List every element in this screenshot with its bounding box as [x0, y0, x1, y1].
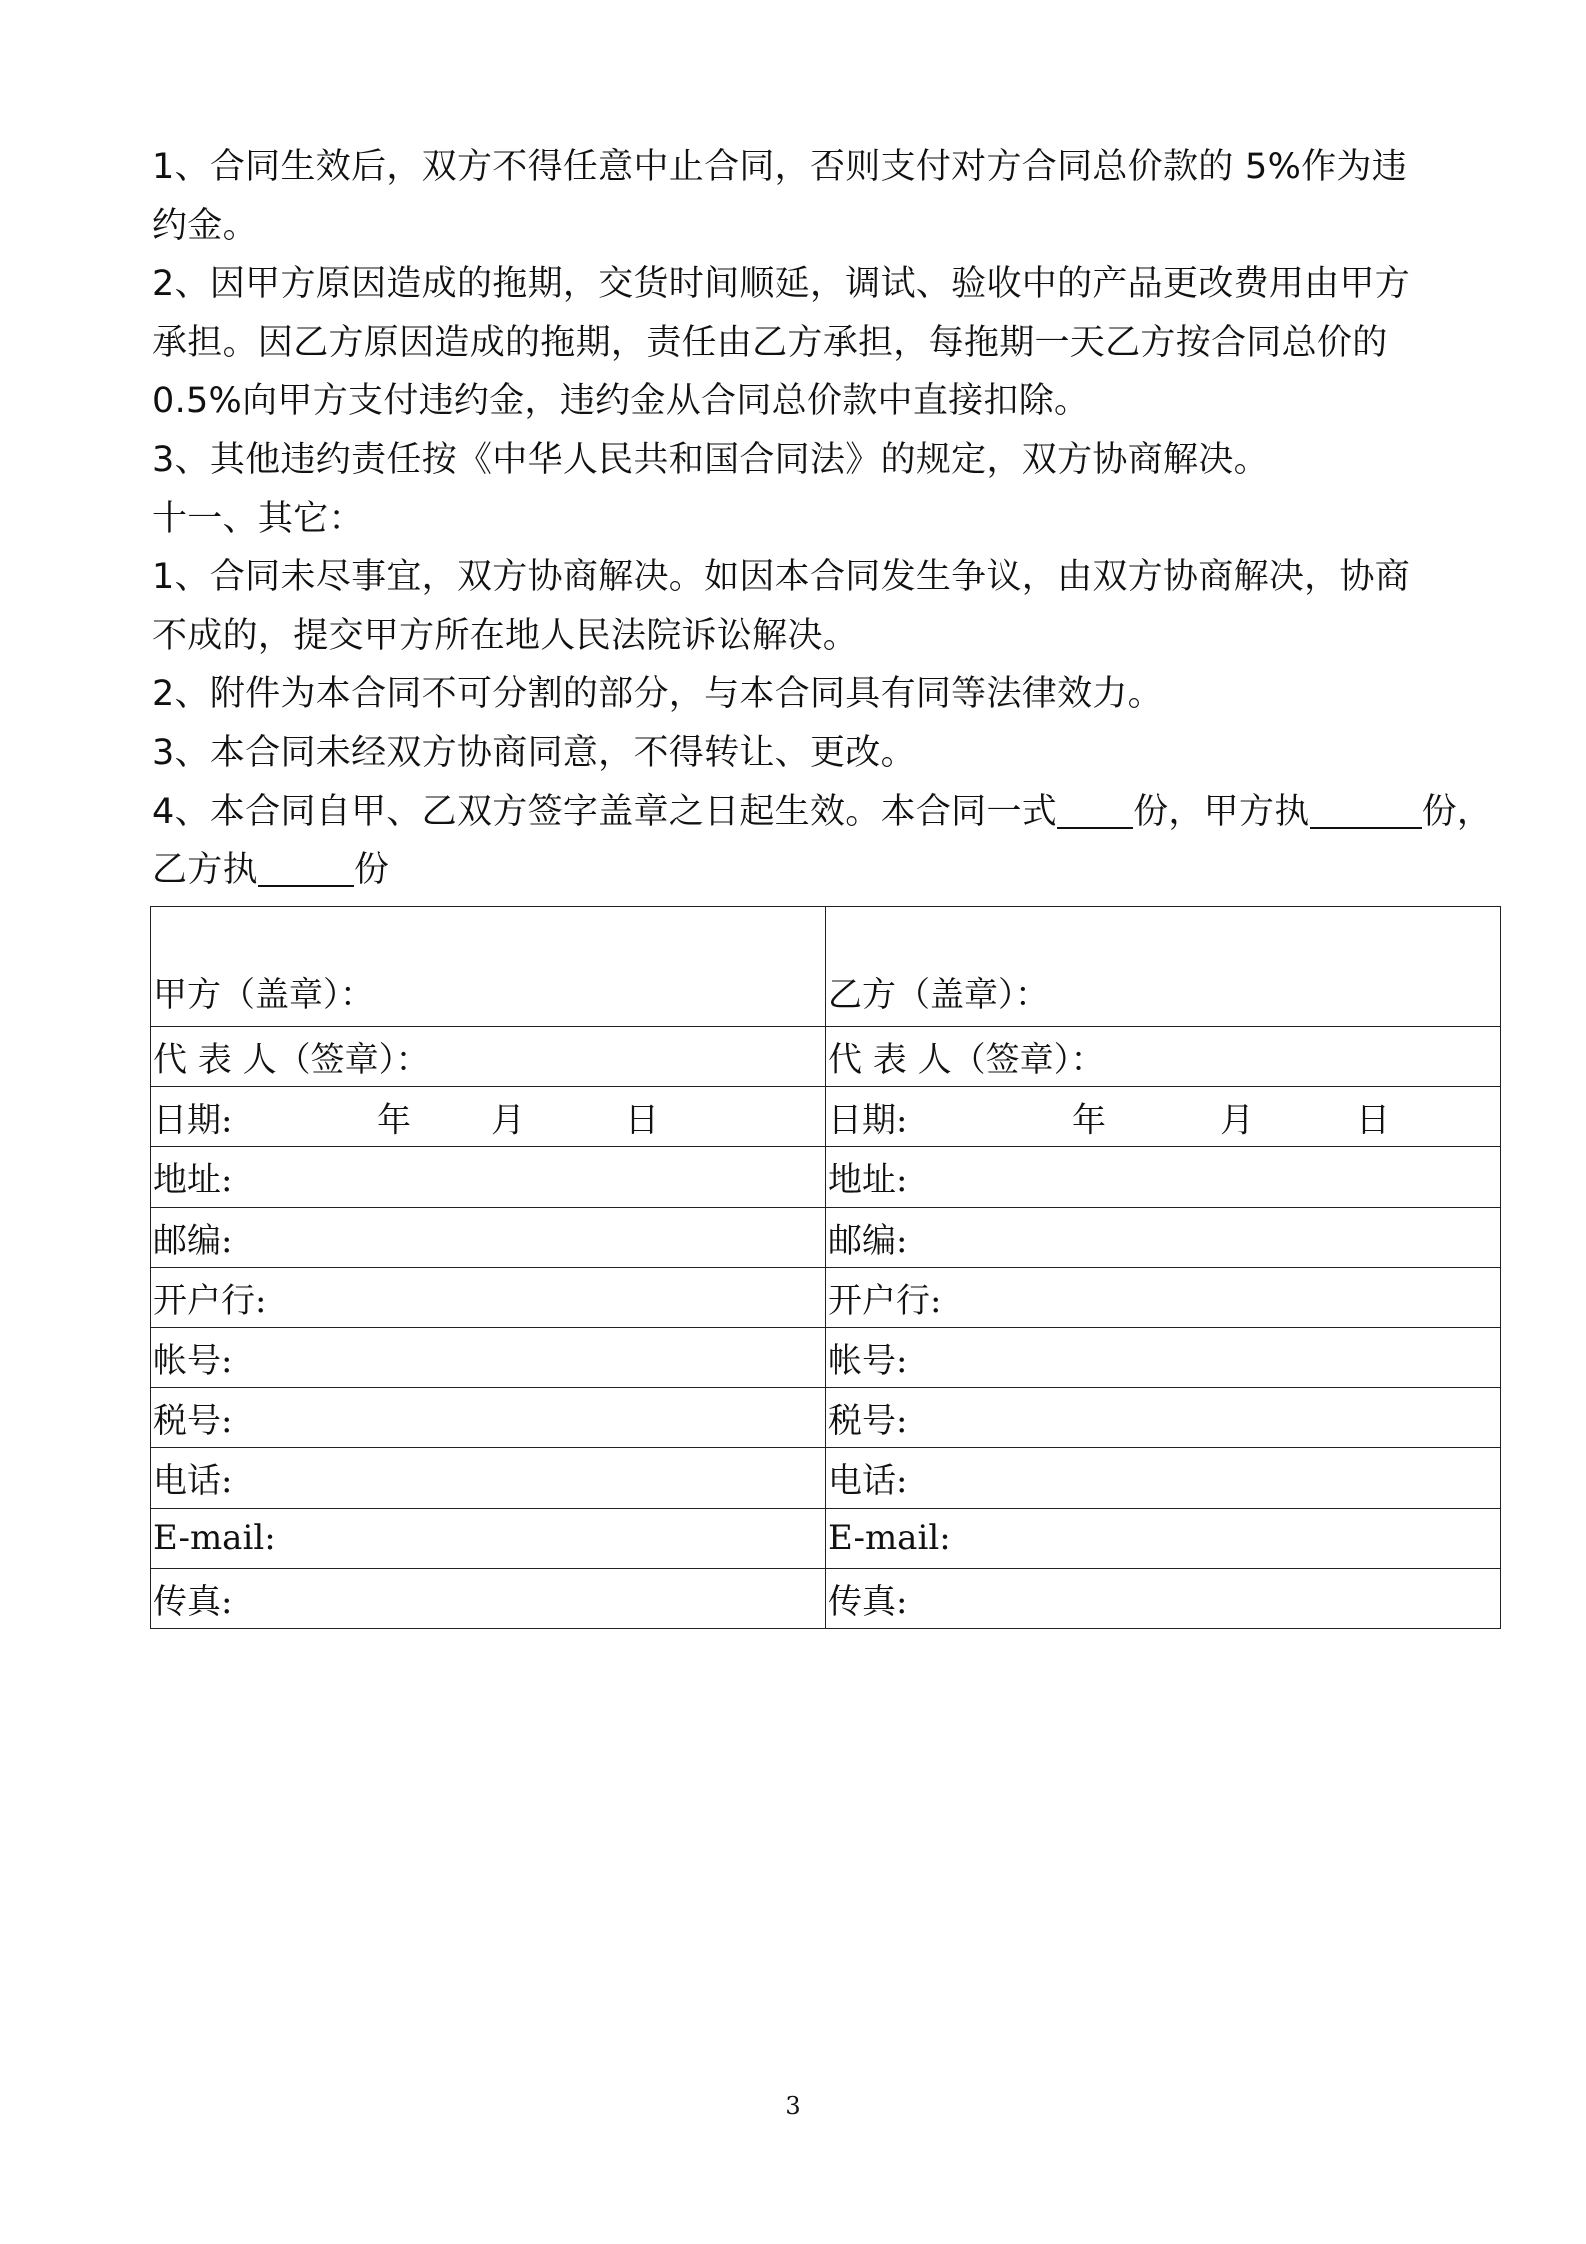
party-a-tax-id-cell[interactable]: 税号: [151, 1388, 826, 1448]
party-a-date-label: 日期: [153, 1100, 233, 1141]
party-b-postcode-cell[interactable]: 邮编: [826, 1207, 1501, 1267]
party-a-phone-cell[interactable]: 电话: [151, 1448, 826, 1508]
party-a-address-cell[interactable]: 地址: [151, 1147, 826, 1207]
breach-clause-1-line-2: 约金。 [152, 205, 258, 246]
other-clause-2: 2、附件为本合同不可分割的部分，与本合同具有同等法律效力。 [152, 674, 1163, 715]
table-row [151, 1448, 1501, 1508]
table-row [151, 907, 1501, 1027]
party-b-representative-cell[interactable]: 代 表 人（签章）： [826, 1027, 1501, 1087]
party-a-year-label: 年 [377, 1100, 411, 1141]
section-heading-other: 十一、其它： [152, 498, 364, 539]
other-clause-3: 3、本合同未经双方协商同意，不得转让、更改。 [152, 732, 916, 773]
clause-4-text-c: 份， [1421, 791, 1493, 832]
clause-4-text-d: 乙方执 [152, 850, 258, 891]
breach-clause-2-line-3: 0.5%向甲方支付违约金，违约金从合同总价款中直接扣除。 [152, 381, 1090, 422]
party-b-tax-id-cell[interactable]: 税号: [826, 1388, 1501, 1448]
breach-clause-3: 3、其他违约责任按《中华人民共和国合同法》的规定，双方协商解决。 [152, 439, 1269, 480]
contract-body [152, 138, 1492, 900]
other-clause-1-line-2: 不成的，提交甲方所在地人民法院诉讼解决。 [152, 615, 859, 656]
breach-clause-2-line-1: 2、因甲方原因造成的拖期，交货时间顺延，调试、验收中的产品更改费用由甲方 [152, 264, 1411, 305]
party-a-seal-cell[interactable]: 甲方（盖章）： [151, 907, 826, 1027]
party-b-year-label: 年 [1072, 1100, 1106, 1141]
breach-clause-2-line-2: 承担。因乙方原因造成的拖期，责任由乙方承担，每拖期一天乙方按合同总价的 [152, 322, 1388, 363]
party-a-postcode-cell[interactable]: 邮编: [151, 1207, 826, 1267]
party-b-phone-cell[interactable]: 电话: [826, 1448, 1501, 1508]
clause-4-text-a: 4、本合同自甲、乙双方签字盖章之日起生效。本合同一式 [152, 791, 1058, 832]
breach-clause-1-line-1: 1、合同生效后，双方不得任意中止合同，否则支付对方合同总价款的 5%作为违 [152, 147, 1408, 187]
party-a-day-label: 日 [625, 1100, 659, 1141]
party-a-fax-cell[interactable]: 传真: [151, 1568, 826, 1628]
clause-4-text-e: 份 [353, 850, 390, 891]
table-row [151, 1147, 1501, 1207]
table-row [151, 1508, 1501, 1568]
party-b-bank-cell[interactable]: 开户行: [826, 1267, 1501, 1327]
table-row [151, 1087, 1501, 1147]
party-b-fax-cell[interactable]: 传真: [826, 1568, 1501, 1628]
party-b-month-label: 月 [1220, 1100, 1254, 1141]
table-row [151, 1388, 1501, 1448]
party-b-email-cell[interactable]: E-mail: [826, 1508, 1501, 1568]
party-b-address-cell[interactable]: 地址: [826, 1147, 1501, 1207]
copies-party-b-blank[interactable] [258, 847, 354, 887]
party-a-bank-cell[interactable]: 开户行: [151, 1267, 826, 1327]
party-a-date-cell[interactable] [151, 1087, 826, 1147]
page-number: 3 [785, 2092, 801, 2120]
clause-4-text-b: 份，甲方执 [1133, 791, 1310, 832]
party-b-date-label: 日期: [828, 1100, 908, 1141]
party-a-account-cell[interactable]: 帐号: [151, 1327, 826, 1387]
table-row [151, 1027, 1501, 1087]
other-clause-4-line-2 [152, 841, 1492, 900]
copies-total-blank[interactable] [1057, 789, 1133, 829]
party-a-representative-cell[interactable]: 代 表 人（签章）： [151, 1027, 826, 1087]
table-row [151, 1568, 1501, 1628]
copies-party-a-blank[interactable] [1310, 789, 1422, 829]
party-b-seal-cell[interactable]: 乙方（盖章）： [826, 907, 1501, 1027]
party-a-email-cell[interactable]: E-mail: [151, 1508, 826, 1568]
table-row [151, 1267, 1501, 1327]
other-clause-4-line-1 [152, 783, 1492, 842]
party-b-day-label: 日 [1356, 1100, 1390, 1141]
signature-table [150, 906, 1501, 1629]
table-row [151, 1207, 1501, 1267]
party-a-month-label: 月 [491, 1100, 525, 1141]
table-row [151, 1327, 1501, 1387]
other-clause-1-line-1: 1、合同未尽事宜，双方协商解决。如因本合同发生争议，由双方协商解决，协商 [152, 557, 1411, 598]
party-b-account-cell[interactable]: 帐号: [826, 1327, 1501, 1387]
party-b-date-cell[interactable] [826, 1087, 1501, 1147]
